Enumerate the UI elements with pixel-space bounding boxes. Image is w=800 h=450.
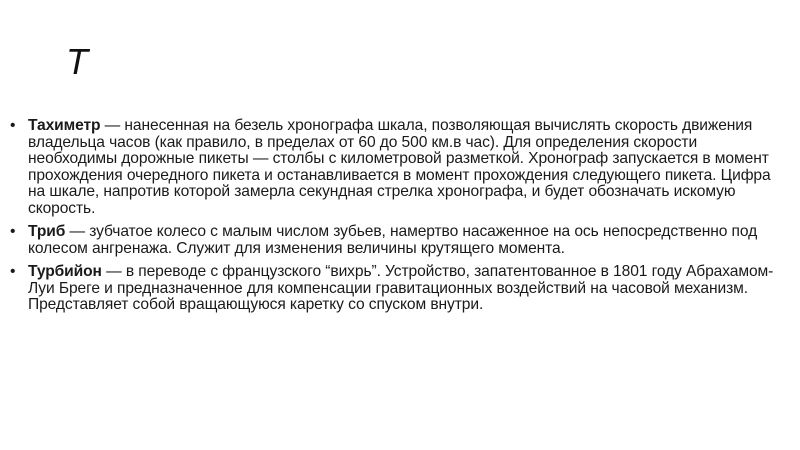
list-item	[8, 224, 778, 257]
term-label: Тахиметр	[28, 117, 101, 134]
term-definition: — в переводе с французского “вихрь”. Устройство, запатентованное в 1801 году Абрахамом-Луи Бреге и предназначенное для компенсации гравитационных воздействий на часовой механизм. Представляет собой вращающуюся каретку со спуском внутри.	[28, 263, 774, 313]
bullet-icon: •	[10, 263, 16, 280]
bullet-icon: •	[10, 223, 16, 240]
term-label: Триб	[28, 223, 66, 240]
list-item	[8, 118, 778, 217]
term-definition: — зубчатое колесо с малым числом зубьев, намертво насаженное на ось непосредственно под колесом ангренажа. Служит для изменения величины крутящего момента.	[28, 223, 758, 257]
bullet-icon: •	[10, 117, 16, 134]
bullet-list	[8, 118, 778, 321]
list-item	[8, 264, 778, 314]
slide-title: Т	[66, 41, 88, 82]
term-label: Турбийон	[28, 263, 102, 280]
term-definition: — нанесенная на безель хронографа шкала, позволяющая вычислять скорость движения владельца часов (как правило, в пределах от 60 до 500 км.в час). Для определения скорости необходимы дорожные пикеты — столбы с километровой разметкой. Хронограф запускается в момент прохождения очередного пикета и останавливается в момент прохождения следующего пикета. Цифра на шкале, напротив которой замерла секундная стрелка хронографа, и будет обозначать искомую скорость.	[28, 117, 771, 217]
